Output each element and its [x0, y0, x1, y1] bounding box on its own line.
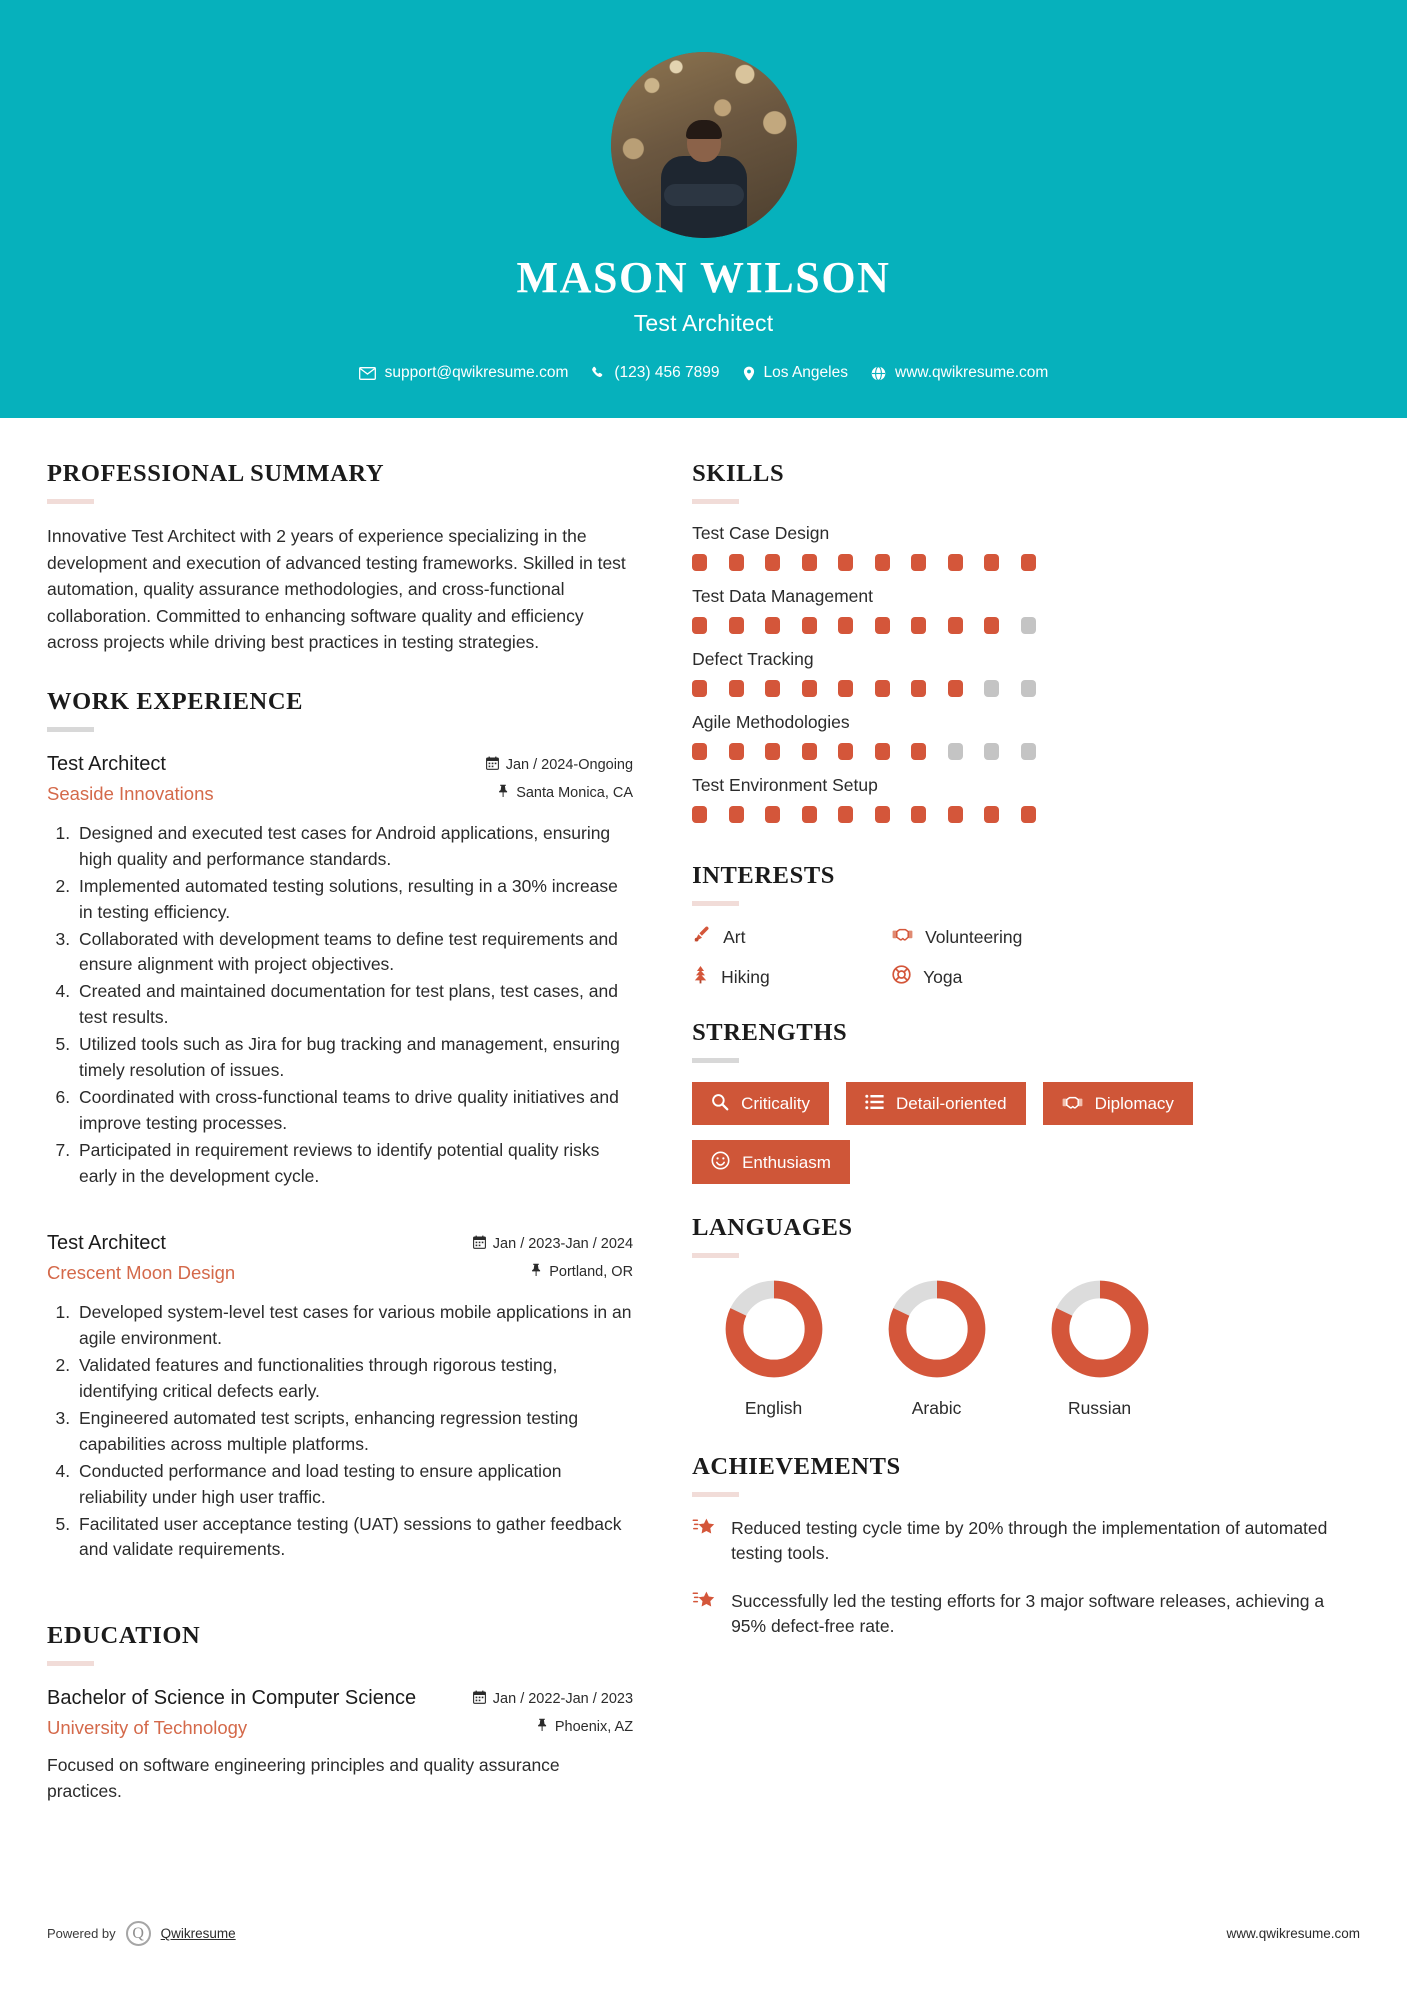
skill-dot-filled: [765, 554, 780, 571]
job-bullet: 6. Coordinated with cross-functional teams to drive quality initiatives and improve testing processes.: [75, 1085, 633, 1137]
strengths-heading: STRENGTHS: [692, 1019, 848, 1046]
skill-rating: [692, 617, 1360, 634]
language-item: [1018, 1277, 1181, 1419]
language-donut: [692, 1277, 855, 1386]
skill-dot-empty: [984, 743, 999, 760]
section-achievements: [692, 1453, 1360, 1640]
skill-item: [692, 523, 1360, 571]
strength-label: Enthusiasm: [742, 1152, 831, 1172]
powered-by: [47, 1921, 236, 1946]
strength-label: Detail-oriented: [896, 1094, 1007, 1113]
skill-dot-filled: [802, 554, 817, 571]
skill-dot-filled: [692, 806, 707, 823]
envelope-icon: [359, 367, 376, 380]
skills-heading: SKILLS: [692, 460, 785, 487]
pushpin-icon: [536, 1718, 548, 1736]
pine-tree-icon: [692, 965, 709, 989]
section-divider: [692, 1492, 739, 1497]
contact-phone[interactable]: [591, 364, 719, 382]
globe-icon: [871, 366, 886, 381]
skill-dot-filled: [729, 554, 744, 571]
section-divider: [692, 499, 739, 504]
skill-dot-filled: [838, 743, 853, 760]
contact-location[interactable]: [743, 364, 848, 382]
skill-dot-filled: [692, 617, 707, 634]
job-bullet: 3. Engineered automated test scripts, enhancing regression testing capabilities across multiple platforms.: [75, 1406, 633, 1458]
job-location: [486, 784, 633, 802]
skill-rating: [692, 554, 1360, 571]
job-bullet: 1. Developed system-level test cases for various mobile applications in an agile environment.: [75, 1300, 633, 1352]
job-bullet: 4. Conducted performance and load testing to ensure application reliability under high user traffic.: [75, 1459, 633, 1511]
skill-dot-filled: [692, 554, 707, 571]
job-location: [473, 1263, 633, 1281]
interest-item: [692, 965, 892, 989]
education-heading: EDUCATION: [47, 1622, 201, 1650]
avatar-hair: [686, 120, 722, 139]
work-entry: [47, 1230, 633, 1563]
skill-dot-filled: [911, 554, 926, 571]
language-donut: [855, 1277, 1018, 1386]
job-bullet: 2. Implemented automated testing solutions, resulting in a 30% increase in testing efficiency.: [75, 874, 633, 926]
work-heading: WORK EXPERIENCE: [47, 687, 304, 715]
pushpin-icon: [497, 784, 509, 802]
job-bullet: 4. Created and maintained documentation for test plans, test cases, and test results.: [75, 979, 633, 1031]
contact-website-value: www.qwikresume.com: [895, 364, 1049, 382]
skill-item: [692, 775, 1360, 823]
skill-dot-filled: [802, 680, 817, 697]
languages-heading: LANGUAGES: [692, 1214, 853, 1241]
job-dates: [486, 756, 633, 774]
contact-email-value: support@qwikresume.com: [384, 364, 569, 382]
job-dates-value: Jan / 2023-Jan / 2024: [492, 1236, 634, 1253]
interest-label: Yoga: [923, 966, 963, 987]
footer-url: www.qwikresume.com: [1226, 1926, 1360, 1941]
skill-dot-filled: [729, 680, 744, 697]
skill-dot-filled: [729, 617, 744, 634]
section-strengths: [692, 1019, 1360, 1184]
skill-dot-filled: [911, 617, 926, 634]
skill-rating: [692, 743, 1360, 760]
powered-by-label: Powered by: [47, 1926, 116, 1941]
job-bullet: 1. Designed and executed test cases for Android applications, ensuring high quality and performance standards.: [75, 821, 633, 873]
skill-dot-filled: [875, 680, 890, 697]
skill-dot-filled: [729, 806, 744, 823]
education-entry: [47, 1685, 633, 1805]
calendar-icon: [486, 756, 499, 774]
degree-title: Bachelor of Science in Computer Science: [47, 1687, 417, 1710]
education-dates: [473, 1690, 633, 1708]
strength-chip[interactable]: [846, 1082, 1026, 1125]
right-column: [671, 418, 1360, 1805]
education-location: [473, 1718, 633, 1736]
skill-dot-filled: [765, 617, 780, 634]
avatar-person: [658, 122, 750, 238]
skill-dot-filled: [948, 806, 963, 823]
skill-dot-filled: [802, 743, 817, 760]
handshake-icon: [1062, 1094, 1083, 1114]
skill-dot-filled: [875, 806, 890, 823]
education-description: Focused on software engineering principles and quality assurance practices.: [47, 1755, 560, 1802]
skill-dot-empty: [1021, 680, 1036, 697]
strength-label: Diplomacy: [1094, 1094, 1174, 1113]
language-label: Russian: [1067, 1398, 1132, 1418]
section-divider: [692, 1253, 739, 1258]
strength-chip[interactable]: [1043, 1082, 1193, 1125]
handshake-icon: [892, 926, 913, 948]
job-location-value: Santa Monica, CA: [516, 784, 634, 801]
interest-label: Art: [723, 926, 746, 947]
skill-dot-filled: [875, 743, 890, 760]
language-item: [855, 1277, 1018, 1419]
phone-icon: [591, 366, 605, 380]
qwikresume-logo-icon: Q: [126, 1921, 151, 1946]
job-bullets: [47, 821, 633, 1189]
achievement-text: Successfully led the testing efforts for 3 major software releases, achieving a 95% defect-free rate.: [731, 1590, 1325, 1637]
language-label: English: [744, 1398, 803, 1418]
skill-dot-filled: [1021, 806, 1036, 823]
achievements-heading: ACHIEVEMENTS: [692, 1453, 901, 1480]
skill-dot-filled: [765, 743, 780, 760]
job-company: Seaside Innovations: [47, 782, 214, 804]
interest-item: [892, 965, 1360, 989]
skill-dot-filled: [729, 743, 744, 760]
job-bullet: 7. Participated in requirement reviews to identify potential quality risks early in the development cycle.: [75, 1138, 633, 1190]
summary-text: Innovative Test Architect with 2 years of experience specializing in the development and execution of advanced testing frameworks. Skilled in test automation, quality assurance methodologies, and cross-functional collaboration. Committed to enhancing software quality and efficiency across projects while driving best practices in testing strategies.: [47, 526, 626, 653]
section-divider: [47, 727, 94, 732]
section-divider: [47, 1661, 94, 1666]
skill-dot-filled: [984, 806, 999, 823]
skill-dot-filled: [838, 554, 853, 571]
skill-dot-filled: [692, 680, 707, 697]
skill-dot-filled: [948, 617, 963, 634]
language-donut: [1018, 1277, 1181, 1386]
school-name: University of Technology: [47, 1717, 248, 1739]
section-work-experience: [47, 688, 633, 1563]
section-languages: [692, 1214, 1360, 1419]
skill-dot-filled: [838, 617, 853, 634]
section-divider: [47, 499, 94, 504]
job-bullet: 3. Collaborated with development teams to define test requirements and ensure alignment with project objectives.: [75, 927, 633, 979]
strength-label: Criticality: [741, 1094, 811, 1113]
page-title: MASON WILSON: [516, 253, 891, 302]
skill-dot-empty: [1021, 617, 1036, 634]
job-location-value: Portland, OR: [549, 1264, 634, 1281]
calendar-icon: [473, 1690, 486, 1708]
skill-rating: [692, 806, 1360, 823]
language-item: [692, 1277, 855, 1419]
skill-dot-filled: [984, 554, 999, 571]
skill-dot-filled: [802, 806, 817, 823]
job-bullets: [47, 1300, 633, 1563]
achievement-item: [692, 1516, 1360, 1567]
skill-dot-filled: [948, 680, 963, 697]
skill-dot-empty: [984, 680, 999, 697]
resume-header: [0, 0, 1407, 418]
skill-label: Agile Methodologies: [692, 712, 850, 732]
job-title: Test Architect: [47, 1232, 166, 1255]
interest-label: Hiking: [721, 966, 770, 987]
education-location-value: Phoenix, AZ: [554, 1719, 634, 1736]
star-icon: [692, 1589, 717, 1640]
contact-email[interactable]: [359, 364, 569, 382]
section-divider: [692, 1058, 739, 1063]
skill-dot-filled: [911, 680, 926, 697]
contact-phone-value: (123) 456 7899: [614, 364, 720, 382]
avatar: [611, 52, 797, 238]
job-dates: [473, 1235, 633, 1253]
interests-heading: INTERESTS: [692, 862, 835, 889]
skill-dot-filled: [984, 617, 999, 634]
skill-dot-filled: [838, 806, 853, 823]
skill-label: Test Data Management: [692, 586, 873, 606]
skill-label: Test Case Design: [692, 523, 830, 543]
section-professional-summary: [47, 460, 633, 656]
strength-chip[interactable]: [692, 1082, 829, 1125]
smiley-icon: [711, 1151, 730, 1173]
section-education: [47, 1622, 633, 1805]
paintbrush-icon: [692, 925, 711, 949]
skill-dot-filled: [802, 617, 817, 634]
achievement-text: Reduced testing cycle time by 20% through the implementation of automated testing tools.: [731, 1518, 1328, 1564]
lifebuoy-icon: [892, 965, 911, 989]
contact-location-value: Los Angeles: [763, 364, 848, 382]
location-pin-icon: [743, 366, 755, 381]
contact-bar: [359, 364, 1049, 382]
skill-dot-empty: [948, 743, 963, 760]
education-dates-value: Jan / 2022-Jan / 2023: [492, 1691, 634, 1708]
skill-dot-empty: [1021, 743, 1036, 760]
interest-item: [692, 925, 892, 949]
left-column: [47, 418, 671, 1805]
section-interests: [692, 862, 1360, 989]
avatar-arms: [664, 184, 744, 206]
resume-body: [0, 418, 1407, 1805]
language-label: Arabic: [911, 1398, 962, 1418]
achievement-item: [692, 1589, 1360, 1640]
star-icon: [692, 1516, 717, 1567]
strength-chip[interactable]: [692, 1140, 850, 1184]
skill-dot-filled: [911, 806, 926, 823]
skill-dot-filled: [692, 743, 707, 760]
calendar-icon: [473, 1235, 486, 1253]
interest-label: Volunteering: [925, 926, 1023, 947]
skill-dot-filled: [838, 680, 853, 697]
job-title: Test Architect: [47, 752, 166, 775]
job-dates-value: Jan / 2024-Ongoing: [505, 756, 634, 773]
search-icon: [711, 1093, 729, 1114]
job-bullet: 5. Facilitated user acceptance testing (UAT) sessions to gather feedback and validate requirements.: [75, 1512, 633, 1564]
job-company: Crescent Moon Design: [47, 1262, 236, 1284]
skill-dot-filled: [875, 617, 890, 634]
qwikresume-link[interactable]: Qwikresume: [160, 1926, 236, 1941]
skill-dot-filled: [948, 554, 963, 571]
skill-dot-filled: [911, 743, 926, 760]
skill-dot-filled: [1021, 554, 1036, 571]
job-role: Test Architect: [633, 310, 774, 337]
page-footer: [47, 1921, 1360, 1946]
skill-label: Test Environment Setup: [692, 775, 878, 795]
job-bullet: 5. Utilized tools such as Jira for bug tracking and management, ensuring timely resolution of issues.: [75, 1032, 633, 1084]
skill-label: Defect Tracking: [692, 649, 814, 669]
skill-dot-filled: [875, 554, 890, 571]
section-skills: [692, 460, 1360, 823]
summary-heading: PROFESSIONAL SUMMARY: [47, 460, 385, 487]
skill-item: [692, 586, 1360, 634]
work-entry: [47, 751, 633, 1189]
section-divider: [692, 901, 739, 906]
pushpin-icon: [530, 1263, 542, 1281]
skill-rating: [692, 680, 1360, 697]
contact-website[interactable]: [871, 364, 1048, 382]
list-icon: [865, 1094, 884, 1113]
job-bullet: 2. Validated features and functionalities through rigorous testing, identifying critical defects early.: [75, 1353, 633, 1405]
skill-dot-filled: [765, 806, 780, 823]
skill-item: [692, 712, 1360, 760]
skill-dot-filled: [765, 680, 780, 697]
interest-item: [892, 925, 1360, 949]
skill-item: [692, 649, 1360, 697]
